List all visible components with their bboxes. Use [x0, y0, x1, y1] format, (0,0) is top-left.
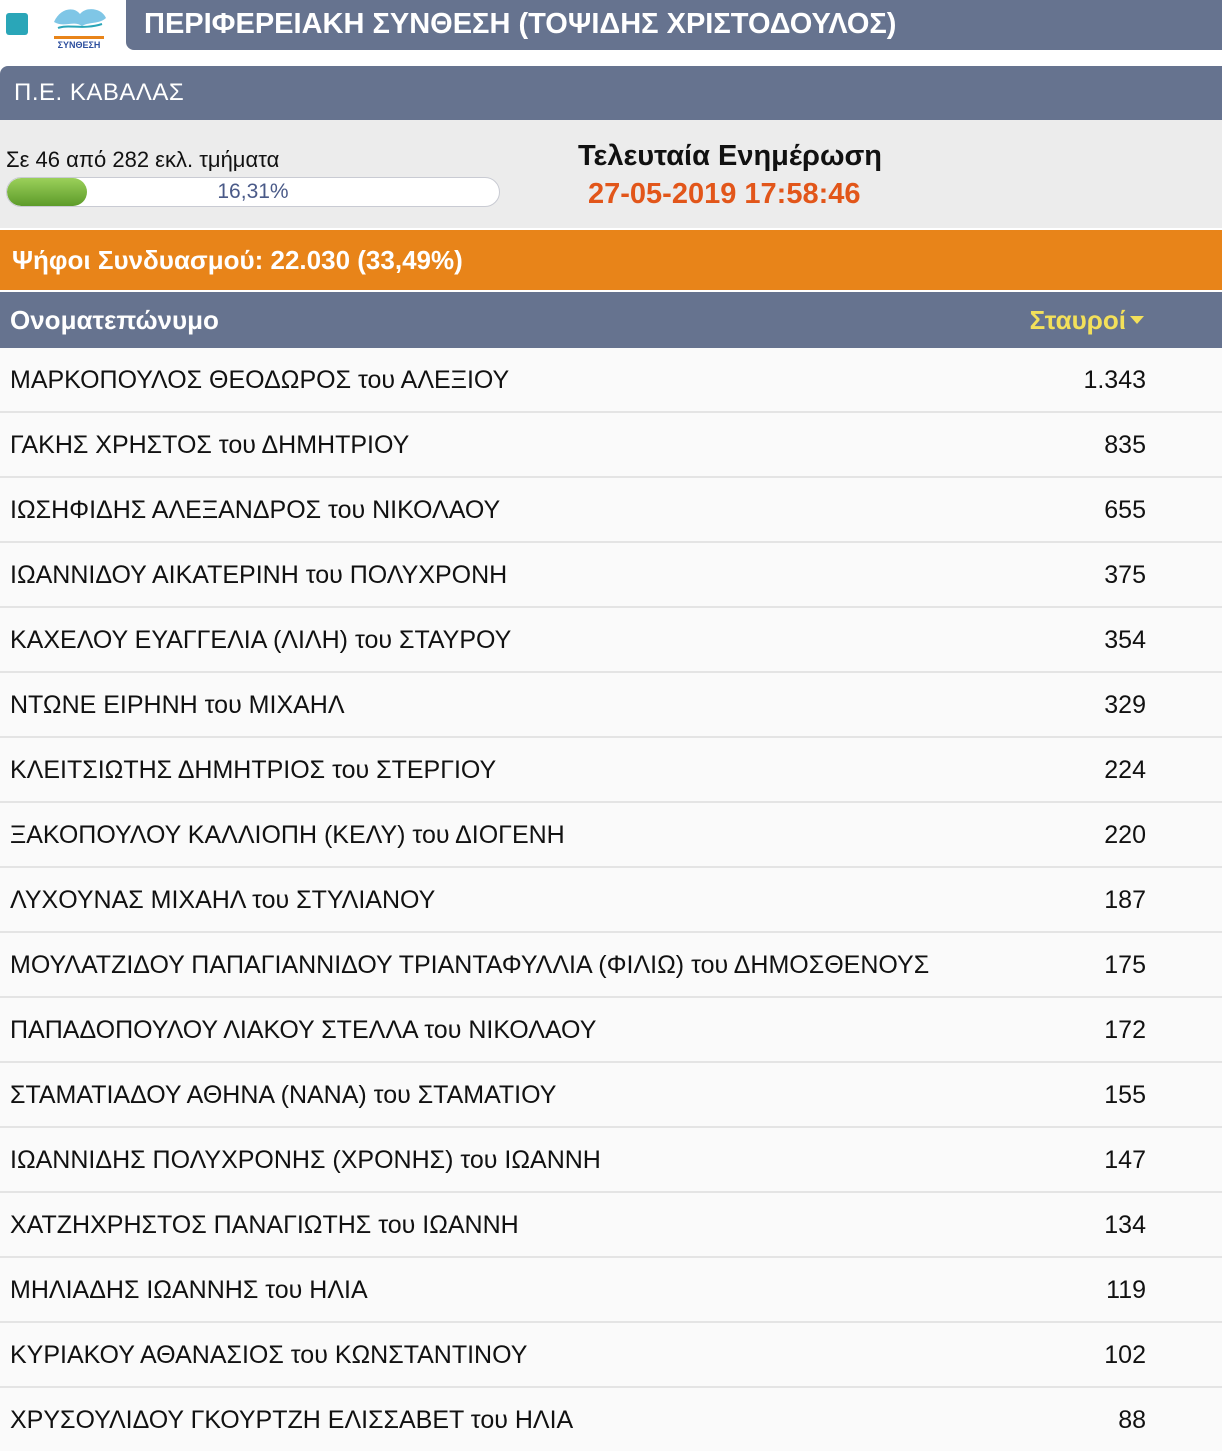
table-row — [0, 478, 1222, 543]
candidate-name: ΠΑΠΑΔΟΠΟΥΛΟΥ ΛΙΑΚΟΥ ΣΤΕΛΛΑ του ΝΙΚΟΛΑΟΥ — [10, 1016, 597, 1044]
candidate-name: ΚΑΧΕΛΟΥ ΕΥΑΓΓΕΛΙΑ (ΛΙΛΗ) του ΣΤΑΥΡΟΥ — [10, 626, 512, 654]
candidate-votes: 375 — [1104, 561, 1146, 589]
table-row — [0, 1323, 1222, 1388]
candidate-name: ΙΩΑΝΝΙΔΟΥ ΑΙΚΑΤΕΡΙΝΗ του ΠΟΛΥΧΡΟΝΗ — [10, 561, 508, 589]
candidate-name: ΓΑΚΗΣ ΧΡΗΣΤΟΣ του ΔΗΜΗΤΡΙΟΥ — [10, 431, 410, 459]
table-row — [0, 1388, 1222, 1451]
party-votes-summary: Ψήφοι Συνδυασμού: 22.030 (33,49%) — [0, 230, 1222, 290]
candidate-name: ΧΡΥΣΟΥΛΙΔΟΥ ΓΚΟΥΡΤΖΗ ΕΛΙΣΣΑΒΕΤ του ΗΛΙΑ — [10, 1406, 574, 1434]
candidates-table-header — [0, 292, 1222, 348]
logo-text: ΣΥΝΘΕΣΗ — [57, 40, 101, 50]
precincts-counted-text: Σε 46 από 282 εκλ. τμήματα — [6, 147, 280, 172]
last-update-time: 27-05-2019 17:58:46 — [588, 178, 861, 210]
candidate-votes: 220 — [1104, 821, 1146, 849]
candidate-votes: 187 — [1104, 886, 1146, 914]
candidate-votes: 329 — [1104, 691, 1146, 719]
candidate-votes: 224 — [1104, 756, 1146, 784]
candidate-name: ΝΤΩΝΕ ΕΙΡΗΝΗ του ΜΙΧΑΗΛ — [10, 691, 345, 719]
candidate-name: ΚΥΡΙΑΚΟΥ ΑΘΑΝΑΣΙΟΣ του ΚΩΝΣΤΑΝΤΙΝΟΥ — [10, 1341, 528, 1369]
candidate-votes: 655 — [1104, 496, 1146, 524]
candidate-votes: 134 — [1104, 1211, 1146, 1239]
last-update-label: Τελευταία Ενημέρωση — [578, 140, 883, 172]
candidate-votes: 102 — [1104, 1341, 1146, 1369]
table-row — [0, 413, 1222, 478]
candidate-votes: 172 — [1104, 1016, 1146, 1044]
candidate-votes: 88 — [1118, 1406, 1146, 1434]
status-panel — [0, 120, 1222, 228]
sort-desc-icon — [1130, 316, 1144, 324]
candidate-name: ΙΩΣΗΦΙΔΗΣ ΑΛΕΞΑΝΔΡΟΣ του ΝΙΚΟΛΑΟΥ — [10, 496, 501, 524]
table-row — [0, 348, 1222, 413]
table-row — [0, 998, 1222, 1063]
candidates-table-body — [0, 348, 1222, 1451]
candidate-votes: 354 — [1104, 626, 1146, 654]
candidate-name: ΧΑΤΖΗΧΡΗΣΤΟΣ ΠΑΝΑΓΙΩΤΗΣ του ΙΩΑΝΝΗ — [10, 1211, 519, 1239]
table-row — [0, 933, 1222, 998]
candidate-votes: 119 — [1106, 1276, 1146, 1304]
table-row — [0, 543, 1222, 608]
candidate-votes: 835 — [1104, 431, 1146, 459]
counting-progress-bar — [6, 177, 500, 207]
candidate-name: ΛΥΧΟΥΝΑΣ ΜΙΧΑΗΛ του ΣΤΥΛΙΑΝΟΥ — [10, 886, 436, 914]
candidate-name: ΣΤΑΜΑΤΙΑΔΟΥ ΑΘΗΝΑ (ΝΑΝΑ) του ΣΤΑΜΑΤΙΟΥ — [10, 1081, 557, 1109]
column-header-name: Ονοματεπώνυμο — [10, 305, 219, 335]
region-title: Π.Ε. ΚΑΒΑΛΑΣ — [0, 66, 1222, 120]
party-logo-icon — [44, 2, 114, 50]
table-row — [0, 738, 1222, 803]
table-row — [0, 1128, 1222, 1193]
candidate-name: ΜΗΛΙΑΔΗΣ ΙΩΑΝΝΗΣ του ΗΛΙΑ — [10, 1276, 368, 1304]
candidate-name: ΞΑΚΟΠΟΥΛΟΥ ΚΑΛΛΙΟΠΗ (ΚΕΛΥ) του ΔΙΟΓΕΝΗ — [10, 821, 565, 849]
table-row — [0, 1063, 1222, 1128]
candidate-name: ΚΛΕΙΤΣΙΩΤΗΣ ΔΗΜΗΤΡΙΟΣ του ΣΤΕΡΓΙΟΥ — [10, 756, 497, 784]
candidate-name: ΜΟΥΛΑΤΖΙΔΟΥ ΠΑΠΑΓΙΑΝΝΙΔΟΥ ΤΡΙΑΝΤΑΦΥΛΛΙΑ (ΦΙΛΙΩ) του ΔΗΜΟΣΘΕΝΟΥΣ — [10, 951, 930, 979]
candidate-name: ΜΑΡΚΟΠΟΥΛΟΣ ΘΕΟΔΩΡΟΣ του ΑΛΕΞΙΟΥ — [10, 366, 510, 394]
candidate-votes: 155 — [1104, 1081, 1146, 1109]
candidate-votes: 175 — [1104, 951, 1146, 979]
column-header-votes-sort[interactable] — [1030, 292, 1144, 348]
party-title: ΠΕΡΙΦΕΡΕΙΑΚΗ ΣΥΝΘΕΣΗ (ΤΟΨΙΔΗΣ ΧΡΙΣΤΟΔΟΥΛΟΣ) — [126, 0, 1222, 50]
table-row — [0, 868, 1222, 933]
candidate-votes: 1.343 — [1083, 366, 1146, 394]
candidate-votes: 147 — [1104, 1146, 1146, 1174]
table-row — [0, 608, 1222, 673]
candidate-name: ΙΩΑΝΝΙΔΗΣ ΠΟΛΥΧΡΟΝΗΣ (ΧΡΟΝΗΣ) του ΙΩΑΝΝΗ — [10, 1146, 601, 1174]
column-header-votes-label: Σταυροί — [1029, 305, 1126, 335]
table-row — [0, 1193, 1222, 1258]
counting-progress-label: 16,31% — [217, 180, 289, 203]
party-color-marker — [6, 13, 28, 35]
table-row — [0, 803, 1222, 868]
table-row — [0, 1258, 1222, 1323]
table-row — [0, 673, 1222, 738]
top-bar — [0, 0, 1222, 52]
